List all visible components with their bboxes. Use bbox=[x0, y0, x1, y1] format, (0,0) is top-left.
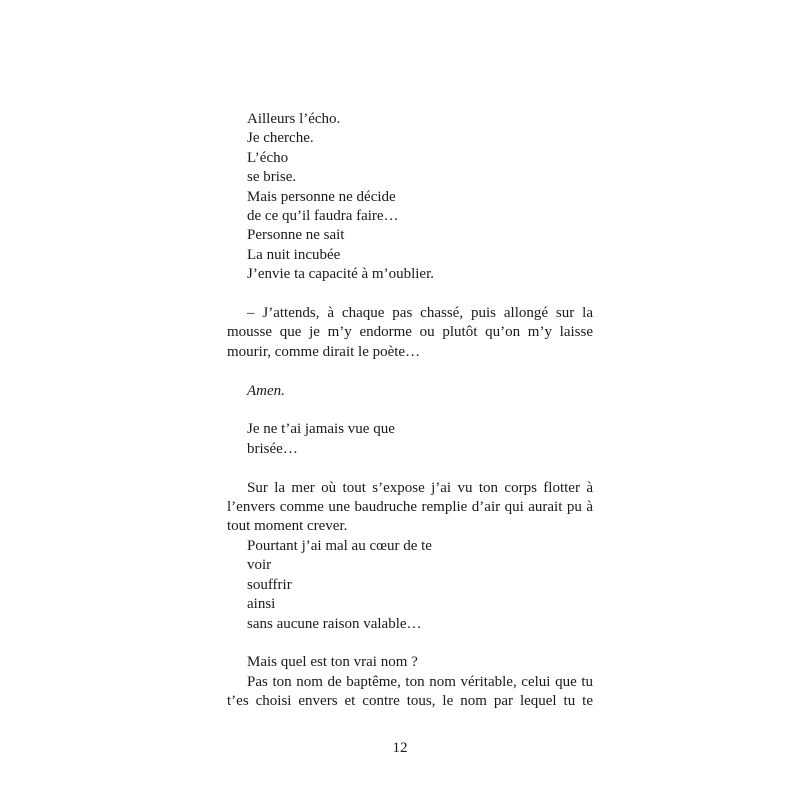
poem-line: Je cherche. bbox=[247, 130, 314, 147]
amen-line: Amen. bbox=[247, 382, 285, 399]
page-body-text bbox=[227, 110, 593, 712]
poem-line: Personne ne sait bbox=[247, 227, 345, 244]
question-line: Mais quel est ton vrai nom ? bbox=[247, 654, 418, 671]
stanza-gap bbox=[227, 285, 593, 304]
poem-line: sans aucune raison valable… bbox=[247, 615, 422, 632]
poem-line: ainsi bbox=[247, 596, 276, 613]
poem-line: voir bbox=[247, 557, 272, 574]
poem-line: Mais personne ne décide bbox=[247, 188, 396, 205]
stanza-gap bbox=[227, 362, 593, 381]
poem-line: Je ne t’ai jamais vue que bbox=[247, 421, 395, 438]
poem-line: brisée… bbox=[247, 440, 298, 457]
poem-line: La nuit incubée bbox=[247, 246, 341, 263]
poem-line: souffrir bbox=[247, 576, 292, 593]
prose-paragraph: – J’attends, à chaque pas chassé, puis allongé sur la mousse que je m’y endorme ou plutôt qu’on m’y laisse mourir, comme dirait le poète… bbox=[227, 305, 593, 360]
poem-line: L’écho bbox=[247, 149, 289, 166]
poem-line: J’envie ta capacité à m’oublier. bbox=[247, 266, 434, 283]
stanza-gap bbox=[227, 401, 593, 420]
poem-line: Pourtant j’ai mal au cœur de te bbox=[247, 537, 432, 554]
poem-line: Ailleurs l’écho. bbox=[247, 111, 341, 127]
poem-line: se brise. bbox=[247, 169, 297, 186]
prose-paragraph: Pas ton nom de baptême, ton nom véritable, celui que tu t’es choisi envers et contre tous, le nom par lequel tu te bbox=[227, 673, 593, 710]
stanza-gap bbox=[227, 459, 593, 478]
stanza-gap bbox=[227, 634, 593, 653]
poem-line: de ce qu’il faudra faire… bbox=[247, 208, 399, 225]
page-number: 12 bbox=[392, 740, 408, 756]
prose-paragraph: Sur la mer où tout s’expose j’ai vu ton corps flotter à l’envers comme une baudruche remplie d’air qui aurait pu à tout moment crever. bbox=[227, 479, 593, 535]
